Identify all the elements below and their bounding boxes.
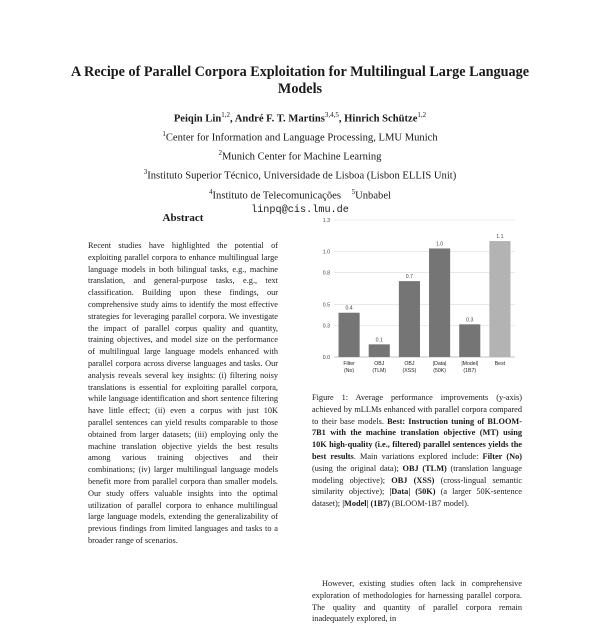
bar	[369, 344, 390, 357]
paper-title: A Recipe of Parallel Corpora Exploitation for Multilingual Large Language Models	[70, 64, 530, 97]
data-label: 0.1	[375, 337, 383, 344]
bar	[339, 313, 360, 357]
affiliation: $^2$Munich Center for Machine Learning	[218, 149, 382, 163]
author-names: Peiqin Lin$^{1,2}$, André F. T. Martins$^{3,4,5}$, Hinrich Schütze$^{1,2}$	[173, 111, 427, 125]
abstract-heading: Abstract	[162, 212, 204, 224]
x-tick-label: |Data|	[432, 361, 447, 367]
data-label: 1.0	[435, 241, 444, 248]
figure-caption: Figure 1: Average performance improvements (y-axis) achieved by mLLMs enhanced with parallel corpora compared to their base models. Best: Instruction tuning of BLOOM-7B1 with the machine translation objective (MT) using 10K high-quality (i.e., filtered) parallel sentences yields the best results. Main variations explored include: Filter (No) (using the original data); OBJ (TLM) (translation language modeling objective); OBJ (XSS) (cross-lingual semantic similarity objective); |Data| (50K) (a larger 50K-sentence dataset); |Model| (1B7) (BLOOM-1B7 model).	[312, 393, 522, 509]
data-label: 0.4	[345, 305, 353, 312]
x-tick-label: |Model|	[461, 361, 479, 367]
abstract-text: Recent studies have highlighted the potential of exploiting parallel corpora to enhance multilingual large language models in both bilingual tasks, e.g., machine translation, and general-purpose tasks, e.g., text classification. Building upon these findings, our comprehensive study aims to identify the most effective strategies for leveraging parallel corpora. We investigate the impact of parallel corpus quality and quantity, training objectives, and model size on the performance of multilingual large language models enhanced with parallel corpora across diverse languages and tasks. Our analysis reveals several key insights: (i) filtering noisy translations is essential for exploiting parallel corpora, while language identification and short sentence filtering have little effect; (ii) even a corpus with just 10K parallel sentences can yield results comparable to those obtained from larger datasets; (iii) employing only the machine translation objective yields the best results among various training objectives and their combinations; (iv) larger multilingual language models benefit more from parallel corpora than smaller models. Our study offers valuable insights into the optimal utilization of parallel corpora to enhance multilingual large language models, extending the generalizability of previous findings from limited languages and tasks to a broader range of scenarios.	[88, 241, 278, 545]
figure-1-bar-chart	[312, 212, 522, 387]
data-label: 0.7	[405, 274, 414, 281]
author-name: Peiqin Lin	[173, 113, 222, 125]
x-tick-label: (XSS)	[402, 368, 417, 374]
bar	[459, 324, 480, 357]
x-tick-label: Filter	[343, 361, 355, 367]
bar	[489, 241, 510, 357]
author-name: André F. T. Martins	[234, 113, 325, 125]
y-tick-label: 1.0	[322, 249, 330, 256]
bar	[399, 281, 420, 357]
y-tick-label: 1.3	[322, 218, 330, 224]
x-tick-label: OBJ	[374, 361, 385, 367]
x-tick-label: (50K)	[433, 368, 446, 374]
x-tick-label: Best	[494, 361, 506, 367]
x-tick-label: (No)	[344, 368, 355, 374]
data-label: 0.3	[466, 317, 474, 324]
y-tick-label: 0.8	[322, 270, 330, 277]
affiliation: $^3$Instituto Superior Técnico, Universidade de Lisboa (Lisbon ELLIS Unit)	[143, 168, 457, 182]
body-paragraph: However, existing studies often lack in comprehensive exploration of methodologies for harnessing parallel corpora. The quality and quantity of parallel corpora remain inadequately explored, in	[312, 579, 522, 624]
author-name: Hinrich Schütze	[344, 113, 418, 125]
x-tick-label: OBJ	[404, 361, 415, 367]
y-tick-label: 0.0	[322, 355, 330, 361]
author-block	[60, 108, 540, 218]
bar	[429, 248, 450, 357]
author-email[interactable]: linpq@cis.lmu.de	[251, 204, 349, 216]
affiliation: $^4$Instituto de Telecomunicações $^5$Unbabel	[209, 187, 391, 202]
x-tick-label: (TLM)	[372, 368, 387, 374]
data-label: 1.1	[496, 234, 504, 241]
y-tick-label: 0.5	[322, 302, 330, 309]
affiliation: $^1$Center for Information and Language Processing, LMU Munich	[162, 130, 438, 144]
x-tick-label: (1B7)	[463, 368, 477, 374]
y-tick-label: 0.3	[322, 323, 330, 330]
